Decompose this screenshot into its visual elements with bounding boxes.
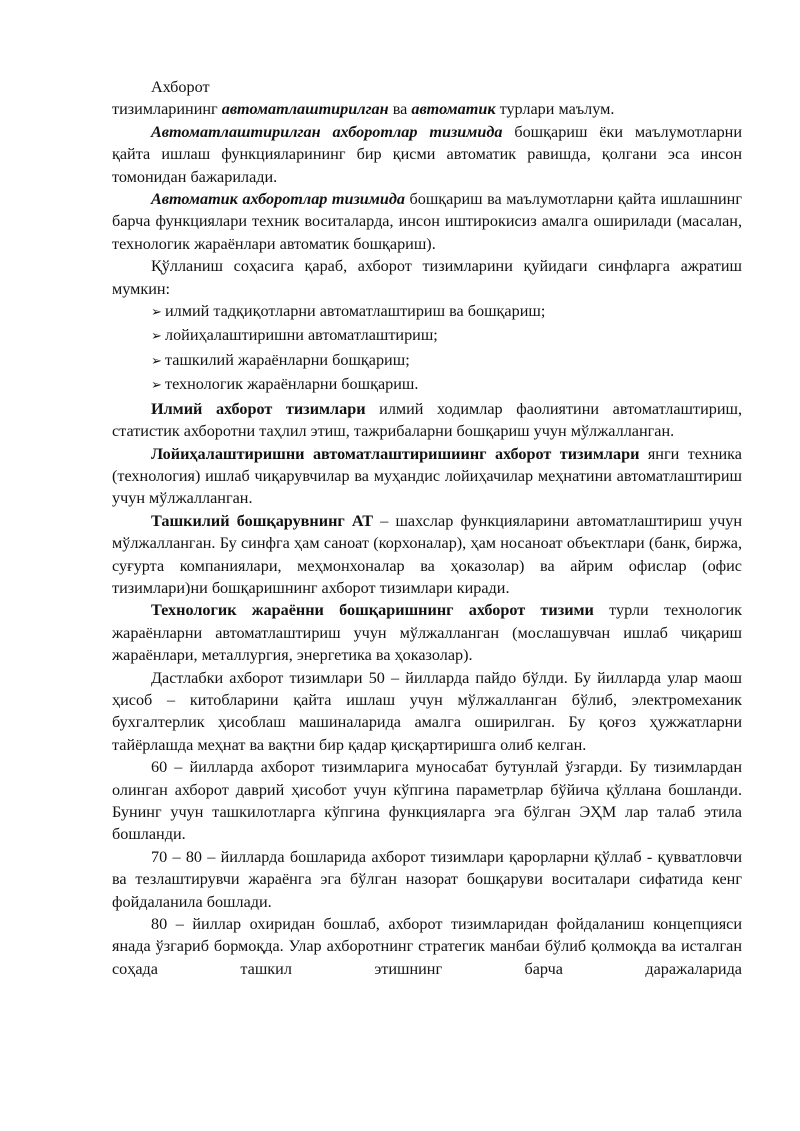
list-item: ➢ ташкилий жараёнларни бошқариш; [112, 349, 742, 373]
paragraph-organizational-systems: Ташкилий бошқарувнинг АТ – шахслар функцияларини автоматлаштириш учун мўлжалланган. Бу синфга ҳам саноат (корхоналар), ҳам носаноат объектлари (банк, биржа, суғурта компаниялари, меҳмонхоналар ва ҳоказолар) ва айрим офислар (офис тизимлари)ни бошқаришнинг ахборот тизимлари киради. [112, 511, 742, 597]
list-item: ➢ илмий тадқиқотларни автоматлаштириш ва бошқариш; [112, 300, 742, 324]
term-automatic: автоматик [411, 100, 496, 119]
paragraph-scientific-systems: Илмий ахборот тизимлари илмий ходимлар фаолиятини автоматлаштириш, статистик ахборотни таҳлил этиш, тажрибаларни бошқариш учун мўлжалланган. [112, 399, 743, 441]
paragraph-history-70s-80s: 70 – 80 – йилларда бошларида ахборот тизимлари қарорларни қўллаб - қувватловчи ва тезлаштирувчи жараёнга эга бўлган назорат бошқаруви воситалари сифатида кенг фойдаланила бошлади. [112, 847, 742, 911]
arrowhead-bullet-icon: ➢ [151, 353, 162, 369]
paragraph-intro-line1: Ахборот [151, 78, 210, 96]
arrowhead-bullet-icon: ➢ [151, 378, 162, 394]
paragraph-automatic-systems: Автоматик ахборотлар тизимида бошқариш ва маълумотларни қайта ишлашнинг барча функциялари техник воситаларда, инсон иштирокисиз амалга оширилади (масалан, технологик жараёнлари автоматик бошқариш). [112, 190, 742, 253]
list-item: ➢ лойиҳалаштиришни автоматлаштириш; [112, 324, 742, 348]
term-scientific-systems: Илмий ахборот тизимлари [151, 399, 366, 418]
term-organizational-systems: Ташкилий бошқарувнинг АТ [151, 511, 373, 530]
paragraph-classification: Қўлланиш соҳасига қараб, ахборот тизимларини қуйидаги синфларга ажратиш мумкин: [112, 257, 742, 298]
paragraph-design-systems: Лойиҳалаштиришни автоматлаштиришиинг ахборот тизимлари янги техника (технология) ишлаб чиқарувчилар ва муҳандис лойиҳачилар меҳнатини автоматлаштириш учун мўлжалланган. [112, 444, 742, 508]
paragraph-automated-systems: Автоматлаштирилган ахборотлар тизимида бошқариш ёки маълумотларни қайта ишлаш функцияларининг бир қисми автоматик равишда, қолгани эса инсон томонидан бажарилади. [112, 122, 742, 186]
term-automatic-systems: Автоматик ахборотлар тизимида [151, 190, 406, 209]
arrowhead-bullet-icon: ➢ [151, 305, 162, 321]
term-automated: автоматлаштирилган [221, 100, 389, 119]
paragraph-intro: тизимларининг автоматлаштирилган ва автоматик турлари маълум. [112, 100, 615, 119]
paragraph-history-late-80s: 80 – йиллар охиридан бошлаб, ахборот тизимларидан фойдаланиш концепцияси янада ўзгариб бормоқда. Улар ахборотнинг стратегик манбаи бўлиб қолмоқда ва исталган соҳада ташкил этишнинг барча даражаларида [112, 915, 742, 978]
term-technological-systems: Технологик жараённи бошқаришнинг ахборот тизими [151, 601, 594, 620]
classification-list [112, 300, 742, 398]
paragraph-history-60s: 60 – йилларда ахборот тизимларига муносабат бутунлай ўзгарди. Бу тизимлардан олинган ахборот даврий ҳисобот учун кўпгина параметрлар бўйича қўллана бошланди. Бунинг учун ташкилотларга кўпгина функцияларга эга бўлган ЭҲМ лар талаб этила бошланди. [112, 758, 742, 844]
paragraph-technological-systems: Технологик жараённи бошқаришнинг ахборот тизими турли технологик жараёнларни автоматлаштириш учун мўлжалланган (мослашувчан ишлаб чиқариш жараёнлари, металлургия, энергетика ва ҳоказолар). [112, 601, 742, 665]
term-design-systems: Лойиҳалаштиришни автоматлаштиришиинг ахборот тизимлари [151, 444, 640, 463]
paragraph-history-50s: Дастлабки ахборот тизимлари 50 – йилларда пайдо бўлди. Бу йилларда улар маош ҳисоб – китобларини қайта ишлаш учун мўлжалланган бўлиб, электромеханик бухгалтерлик ҳисоблаш машиналарида амалга оширилган. Бу қоғоз ҳужжатларни тайёрлашда меҳнат ва вақтни бир қадар қисқартиришга олиб келган. [112, 668, 742, 754]
list-item: ➢ технологик жараёнларни бошқариш. [112, 373, 742, 397]
term-automated-systems: Автоматлаштирилган ахборотлар тизимида [151, 122, 503, 141]
arrowhead-bullet-icon: ➢ [151, 329, 162, 345]
